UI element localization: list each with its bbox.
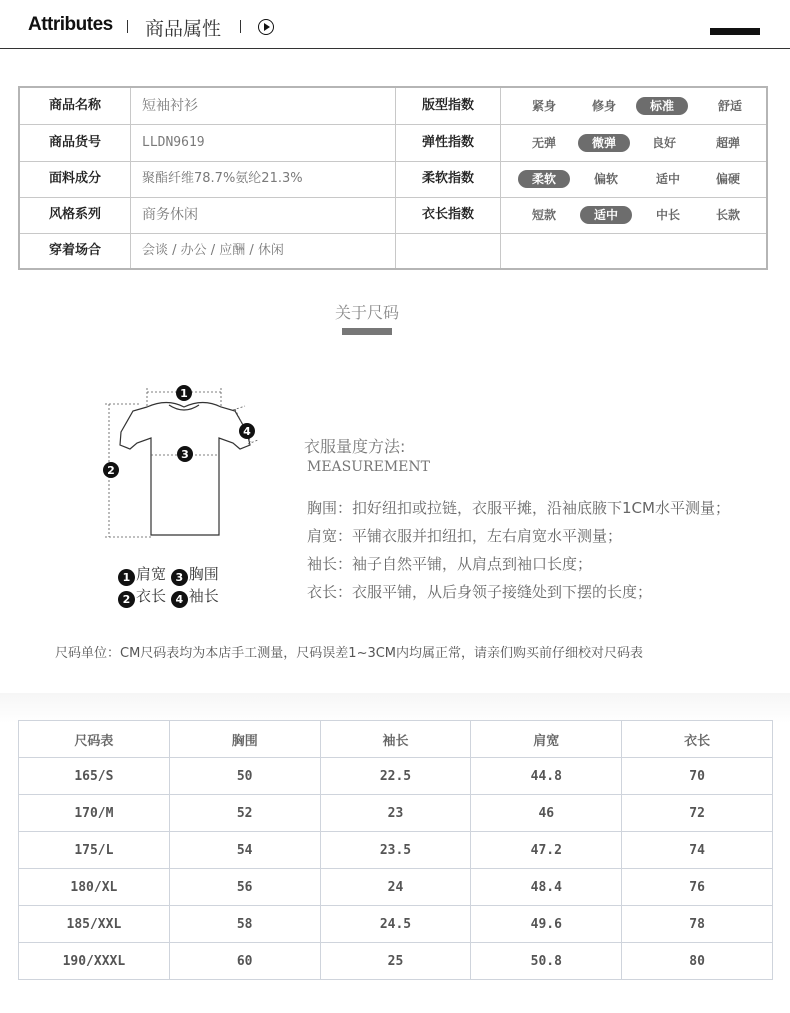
attribute-row [20,88,766,125]
index-label: 柔软指数 [396,161,501,197]
attribute-value: LLDN9619 [142,135,205,150]
attribute-row [20,197,766,234]
legend-number: 1 [118,569,135,586]
index-option: 超弹 [715,136,740,150]
index-label: 弹性指数 [396,125,501,161]
table-cell: 58 [169,906,320,943]
attribute-label: 风格系列 [20,197,131,233]
size-table [18,720,773,980]
table-cell: 78 [622,906,773,943]
attribute-value: 会谈 / 办公 / 应酬 / 休闲 [142,243,284,258]
diagram-marker-length: 2 [107,464,115,477]
title-underline-bar [342,328,392,335]
attribute-label: 商品货号 [20,125,131,161]
table-cell: 185/XXL [19,906,170,943]
table-header-row [19,721,773,758]
table-cell: 76 [622,869,773,906]
index-option: 修身 [591,99,616,113]
legend-label: 胸围 [188,565,219,583]
legend-label: 衣长 [136,587,167,605]
attribute-row [20,125,766,162]
size-section-title: 关于尺码 [334,303,399,322]
table-cell: 25 [320,943,471,980]
table-row [19,832,773,869]
table-header-cell: 衣长 [622,721,773,758]
play-circle-icon [258,19,274,35]
table-row [19,906,773,943]
measurement-method-line: 袖长：袖子自然平铺，从肩点到袖口长度； [307,555,593,573]
table-cell: 47.2 [471,832,622,869]
index-option-selected: 适中 [580,206,632,224]
table-cell: 175/L [19,832,170,869]
diagram-legend-row [118,563,219,586]
attribute-value: 商务休闲 [142,207,198,223]
table-row [19,758,773,795]
index-option: 偏软 [593,172,618,186]
index-option: 适中 [655,172,680,186]
table-cell: 56 [169,869,320,906]
table-cell: 44.8 [471,758,622,795]
table-header-cell: 肩宽 [471,721,622,758]
index-option: 无弹 [531,136,556,150]
attribute-value: 短袖衬衫 [142,98,198,114]
index-option: 偏硬 [715,172,740,186]
header-divider [240,20,241,33]
table-row [19,943,773,980]
table-header-cell: 胸围 [169,721,320,758]
table-cell: 24.5 [320,906,471,943]
table-row [19,869,773,906]
table-cell: 50 [169,758,320,795]
header-accent-bar [710,28,760,35]
shirt-measurement-diagram [95,380,275,550]
index-option-selected: 标准 [636,97,688,115]
legend-number: 2 [118,591,135,608]
table-cell: 180/XL [19,869,170,906]
diagram-legend-row [118,585,219,608]
table-cell: 72 [622,795,773,832]
table-cell: 23.5 [320,832,471,869]
page-header [0,0,790,49]
table-header-cell: 尺码表 [19,721,170,758]
table-cell: 49.6 [471,906,622,943]
attribute-label: 面料成分 [20,161,131,197]
attribute-label: 穿着场合 [20,234,131,268]
attribute-value: 聚酯纤维78.7%氨纶21.3% [142,171,303,186]
table-cell: 46 [471,795,622,832]
index-label-empty [396,234,501,268]
index-label: 版型指数 [396,88,501,124]
legend-number: 3 [171,569,188,586]
index-label: 衣长指数 [396,197,501,233]
header-divider [127,20,128,33]
table-cell: 50.8 [471,943,622,980]
measurement-method-line: 衣长：衣服平铺，从后身领子接缝处到下摆的长度； [307,583,653,601]
diagram-marker-chest: 3 [181,448,189,461]
table-cell: 165/S [19,758,170,795]
table-header-cell: 袖长 [320,721,471,758]
index-option: 长款 [715,208,740,222]
table-cell: 52 [169,795,320,832]
attribute-row [20,161,766,198]
table-cell: 80 [622,943,773,980]
table-cell: 60 [169,943,320,980]
table-cell: 54 [169,832,320,869]
header-title-en: Attributes [28,14,113,35]
legend-number: 4 [171,591,188,608]
index-option: 舒适 [717,99,742,113]
table-cell: 74 [622,832,773,869]
measurement-method-en: MEASUREMENT [307,459,430,475]
table-row [19,795,773,832]
measurement-method-title: 衣服量度方法: [304,437,406,456]
index-option: 紧身 [531,99,556,113]
table-cell: 48.4 [471,869,622,906]
index-option-selected: 柔软 [518,170,570,188]
measurement-method-line: 胸围：扣好纽扣或拉链，衣服平摊，沿袖底腋下1CM水平测量； [307,499,730,517]
index-option: 良好 [651,136,676,150]
diagram-marker-shoulder: 1 [180,387,188,400]
header-title-cn: 商品属性 [145,18,222,40]
diagram-marker-sleeve: 4 [243,425,251,438]
index-option: 短款 [531,208,556,222]
attribute-label: 商品名称 [20,88,131,124]
legend-label: 肩宽 [136,565,167,583]
table-cell: 190/XXXL [19,943,170,980]
table-cell: 70 [622,758,773,795]
index-option: 中长 [655,208,680,222]
size-unit-note: 尺码单位：CM尺码表均为本店手工测量，尺码误差1~3CM内均属正常，请亲们购买前仔细校对尺码表 [55,646,644,661]
table-cell: 22.5 [320,758,471,795]
table-cell: 23 [320,795,471,832]
attributes-table [18,86,768,270]
measurement-method-line: 肩宽：平铺衣服并扣纽扣，左右肩宽水平测量； [307,527,623,545]
legend-label: 袖长 [188,587,219,605]
table-cell: 24 [320,869,471,906]
attribute-row [20,234,766,268]
index-option-selected: 微弹 [578,134,630,152]
table-cell: 170/M [19,795,170,832]
